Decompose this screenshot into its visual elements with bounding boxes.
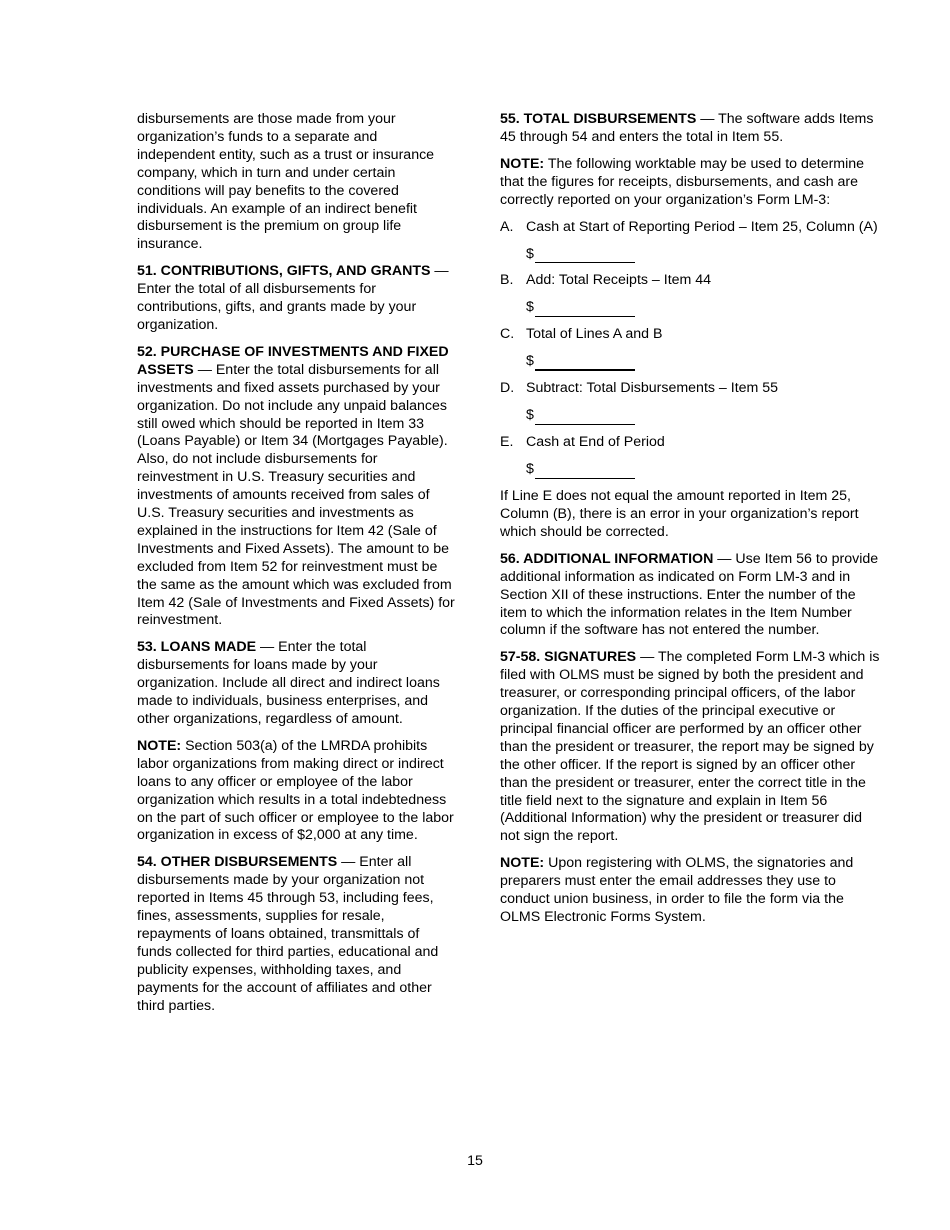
worktable-line-a xyxy=(500,219,885,237)
note-label: NOTE: xyxy=(500,855,545,872)
amount-line xyxy=(535,301,635,317)
item-57-58-heading: 57-58. SIGNATURES xyxy=(500,649,637,666)
amount-blank-d xyxy=(526,407,885,425)
worktable-line-e xyxy=(500,434,885,452)
note-text: Section 503(a) of the LMRDA prohibits labor organizations from making direct or indirect loans to any officer or employee of the labor organization which results in a total indebtedness on the part of such officer or employee to the labor organization in excess of $2,000 at any time. xyxy=(137,737,454,844)
item-57-58-paragraph xyxy=(500,649,885,846)
right-column xyxy=(500,111,885,936)
registration-note-paragraph xyxy=(500,855,885,927)
item-53-paragraph xyxy=(137,639,455,729)
dollar-sign: $ xyxy=(526,461,534,478)
item-51-text: — Enter the total of all disbursements for contributions, gifts, and grants made by your organization. xyxy=(137,263,449,333)
amount-blank-c xyxy=(526,353,885,371)
item-53-heading: 53. LOANS MADE xyxy=(137,639,257,656)
line-text: Total of Lines A and B xyxy=(526,326,663,343)
item-51-paragraph xyxy=(137,263,455,335)
note-label: NOTE: xyxy=(500,155,545,172)
item-52-paragraph xyxy=(137,344,455,631)
item-52-text: — Enter the total disbursements for all investments and fixed assets purchased by your organization. Do not include any unpaid balances still owed which should be reported in Item 33 (Loans Payable) or Item 34 (Mortgages Payable). Also, do not include disbursements for reinvestment in U.S. Treasury securities and investments of amounts received from sales of U.S. Treasury securities and investments as explained in the instructions for Item 42 (Sale of Investments and Fixed Assets). The amount to be excluded from Item 52 for reinvestment must be the same as the amount which was excluded from Item 42 (Sale of Investments and Fixed Assets) for reinvestment. xyxy=(137,361,455,629)
dollar-sign: $ xyxy=(526,353,534,370)
amount-blank-e xyxy=(526,461,885,479)
dollar-sign: $ xyxy=(526,299,534,316)
line-letter: B. xyxy=(500,272,514,289)
item-56-heading: 56. ADDITIONAL INFORMATION xyxy=(500,550,714,567)
item-53-text: — Enter the total disbursements for loans made by your organization. Include all direct and indirect loans made to individuals, business enterprises, and other organizations, regardless of amount. xyxy=(137,639,440,727)
worktable-line-b xyxy=(500,272,885,290)
item-54-text: — Enter all disbursements made by your organization not reported in Items 45 through 53, including fees, fines, assessments, supplies for resale, repayments of loans obtained, transmittals of funds collected for third parties, educational and publicity expenses, withholding taxes, and payments for the account of affiliates and other third parties. xyxy=(137,854,439,1014)
item-55-paragraph xyxy=(500,111,885,147)
line-letter: D. xyxy=(500,380,515,397)
page-number: 15 xyxy=(467,1153,483,1169)
loans-note-paragraph xyxy=(137,738,455,845)
line-letter: A. xyxy=(500,218,514,235)
amount-blank-a xyxy=(526,245,885,263)
line-text: Cash at End of Period xyxy=(526,434,665,451)
amount-blank-b xyxy=(526,299,885,317)
indirect-benefit-paragraph: disbursements are those made from your organization’s funds to a separate and independent entity, such as a trust or insurance company, which in turn and under certain conditions will pay benefits to the covered individuals. An example of an indirect benefit disbursement is the premium on group life insurance. xyxy=(137,111,435,253)
worktable-line-c xyxy=(500,326,885,344)
line-text: Add: Total Receipts – Item 44 xyxy=(526,272,712,289)
item-55-heading: 55. TOTAL DISBURSEMENTS xyxy=(500,111,697,127)
line-letter: C. xyxy=(500,326,515,343)
line-letter: E. xyxy=(500,434,514,451)
left-column xyxy=(137,111,455,1025)
worktable-note-paragraph xyxy=(500,156,885,210)
line-text: Cash at Start of Reporting Period – Item 25, Column (A) xyxy=(526,218,878,235)
note-label: NOTE: xyxy=(137,737,182,754)
dollar-sign: $ xyxy=(526,245,534,262)
line-e-check-paragraph: If Line E does not equal the amount reported in Item 25, Column (B), there is an error in your organization’s report which should be corrected. xyxy=(500,488,859,540)
item-55-text: — The software adds Items 45 through 54 and enters the total in Item 55. xyxy=(500,111,874,145)
note-text: The following worktable may be used to determine that the figures for receipts, disbursements, and cash are correctly reported on your organization’s Form LM-3: xyxy=(500,155,865,208)
line-text: Subtract: Total Disbursements – Item 55 xyxy=(526,380,779,397)
note-text: Upon registering with OLMS, the signatories and preparers must enter the email addresses they use to conduct union business, in order to file the form via the OLMS Electronic Forms System. xyxy=(500,855,854,925)
item-51-heading: 51. CONTRIBUTIONS, GIFTS, AND GRANTS xyxy=(137,263,431,280)
dollar-sign: $ xyxy=(526,407,534,424)
item-52-heading: 52. PURCHASE OF INVESTMENTS AND FIXED ASSETS xyxy=(137,343,449,378)
item-57-58-text: — The completed Form LM-3 which is filed with OLMS must be signed by both the president and treasurer, or corresponding principal officers, of the labor organization. If the duties of the principal executive or principal financial officer are performed by an officer other than the president or treasurer, the report may be signed by the other officer. If the report is signed by an officer other than the president or treasurer, enter the correct title in the title field next to the signature and explain in Item 56 (Additional Information) why the president or treasurer did not sign the report. xyxy=(500,649,880,845)
item-56-paragraph xyxy=(500,551,885,641)
amount-line xyxy=(535,354,635,371)
amount-line xyxy=(535,409,635,425)
amount-line xyxy=(535,463,635,479)
item-54-paragraph xyxy=(137,854,455,1015)
item-56-text: — Use Item 56 to provide additional information as indicated on Form LM-3 and in Section XII of these instructions. Enter the number of the item to which the information relates in the Item Number column if the software has not entered the number. xyxy=(500,550,879,639)
worktable xyxy=(500,219,885,480)
worktable-line-d xyxy=(500,380,885,398)
amount-line xyxy=(535,247,635,263)
item-54-heading: 54. OTHER DISBURSEMENTS xyxy=(137,854,338,871)
